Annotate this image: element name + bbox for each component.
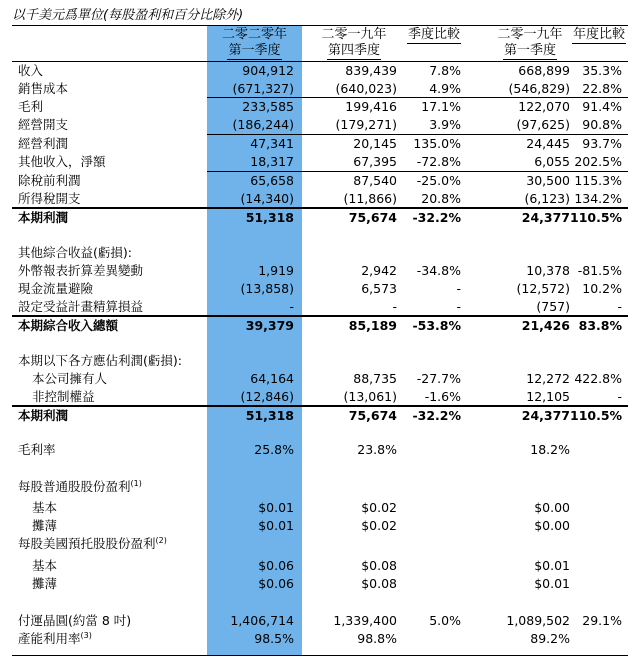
table-row: 產能利用率$^{(3)}$ 98.5% 98.8% 89.2%	[18, 630, 570, 646]
header-q1-2019: 二零一九年 第一季度	[497, 27, 563, 58]
table-row: 現金流量避險 (13,858) 6,573 - (12,572) 10.2%	[18, 281, 622, 296]
section-label: 其他綜合收益(虧損):	[18, 245, 132, 260]
table-row: 基本 $0.06 $0.08 $0.01	[32, 558, 570, 573]
section-label: 本期以下各方應佔利潤(虧損):	[18, 353, 182, 368]
table-row: 本期利潤 51,318 75,674 -32.2% 24,377 110.5%	[18, 408, 623, 423]
table-caption: 以千美元爲單位(每股盈利和百分比除外)	[12, 8, 244, 23]
section-label: 每股美國預托股股份盈利$^{(2)}$	[18, 535, 167, 551]
table-row: 本公司擁有人 64,164 88,735 -27.7% 12,272 422.8%	[32, 371, 622, 386]
table-row: 非控制權益 (12,846) (13,061) -1.6% 12,105 -	[32, 389, 622, 404]
table-row: 收入 904,912 839,439 7.8% 668,899 35.3%	[18, 63, 622, 78]
table-row: 毛利率 25.8% 23.8% 18.2%	[18, 442, 570, 457]
table-row: 其他收入，淨額 18,317 67,395 -72.8% 6,055 202.5%	[18, 154, 622, 169]
table-row: 本期利潤 51,318 75,674 -32.2% 24,377 110.5%	[18, 210, 623, 225]
table-row: 外幣報表折算差異變動 1,919 2,942 -34.8% 10,378 -81.5%	[18, 263, 622, 278]
section-label: 每股普通股股份盈利$^{(1)}$	[18, 478, 142, 494]
table-row: 設定受益計畫精算損益 - - - (757) -	[18, 299, 622, 314]
table-row: 除稅前利潤 65,658 87,540 -25.0% 30,500 115.3%	[18, 173, 622, 188]
table-row: 銷售成本 (671,327) (640,023) 4.9% (546,829) 22.8%	[18, 81, 622, 96]
header-q4-2019: 二零一九年 第四季度	[321, 27, 387, 58]
bottom-rule	[12, 655, 628, 656]
table-row: 毛利 233,585 199,416 17.1% 122,070 91.4%	[18, 99, 622, 114]
top-rule	[12, 25, 628, 26]
table-row: 所得稅開支 (14,340) (11,866) 20.8% (6,123) 134.2%	[18, 191, 622, 206]
table-row: 經營利潤 47,341 20,145 135.0% 24,445 93.7%	[18, 136, 622, 151]
table-row: 基本 $0.01 $0.02 $0.00	[32, 500, 570, 515]
table-row: 本期綜合收入總額 39,379 85,189 -53.8% 21,426 83.8%	[18, 318, 622, 333]
table-row: 攤薄 $0.01 $0.02 $0.00	[32, 518, 570, 533]
header-yoy: 年度比較	[572, 27, 625, 42]
table-row: 經營開支 (186,244) (179,271) 3.9% (97,625) 90.8%	[18, 117, 622, 132]
header-qoq: 季度比較	[407, 27, 460, 42]
header-q1-2020: 二零二零年 第一季度	[221, 27, 287, 58]
table-row: 攤薄 $0.06 $0.08 $0.01	[32, 576, 570, 591]
table-row: 付運晶圓(約當 8 吋) 1,406,714 1,339,400 5.0% 1,089,502 29.1%	[18, 613, 622, 628]
